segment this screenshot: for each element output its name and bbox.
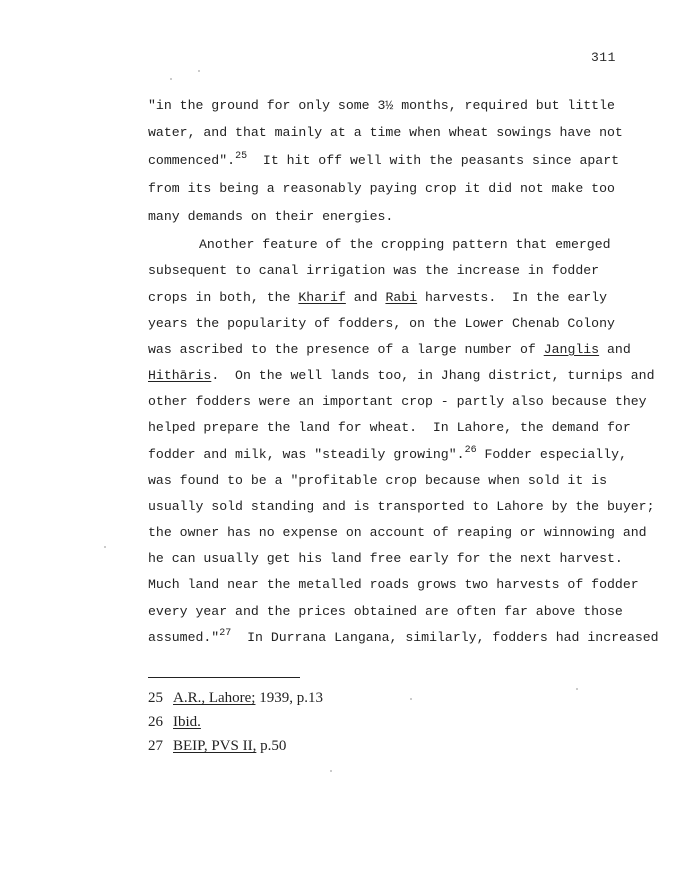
text-fragment: assumed.": [148, 630, 220, 645]
text-line: [148, 153, 619, 169]
scan-speck: [410, 698, 412, 700]
text-fragment: It hit off well with the peasants since apart: [247, 153, 620, 168]
underlined-term: Rabi: [385, 290, 418, 305]
text-line: every year and the prices obtained are often far above those: [148, 604, 623, 619]
footnote-source: A.R., Lahore;: [173, 690, 256, 706]
footnote-number: 26: [148, 714, 163, 730]
text-line: years the popularity of fodders, on the Lower Chenab Colony: [148, 316, 615, 331]
footnote-ref: 27: [219, 628, 232, 639]
footnote-ref: 26: [464, 445, 477, 456]
footnote-number: 25: [148, 690, 163, 706]
footnote-divider: [148, 677, 300, 678]
text-line: Another feature of the cropping pattern that emerged: [199, 237, 611, 252]
scan-speck: [104, 546, 106, 548]
text-line: [148, 342, 631, 358]
text-line: from its being a reasonably paying crop it did not make too: [148, 181, 615, 196]
text-line: Much land near the metalled roads grows two harvests of fodder: [148, 577, 639, 592]
text-line: helped prepare the land for wheat. In Lahore, the demand for: [148, 420, 631, 435]
text-fragment: was ascribed to the presence of a large number of: [148, 342, 544, 357]
footnote-source: Ibid.: [173, 714, 201, 730]
scan-speck: [330, 770, 332, 772]
text-fragment: commenced".: [148, 153, 236, 168]
footnote-number: 27: [148, 738, 163, 754]
footnote: [148, 690, 323, 707]
text-line: was found to be a "profitable crop because when sold it is: [148, 473, 607, 488]
underlined-term: Kharif: [298, 290, 346, 305]
scan-speck: [198, 70, 200, 72]
text-line: usually sold standing and is transported to Lahore by the buyer;: [148, 499, 655, 514]
footnote-text: 1939, p.13: [255, 690, 323, 706]
text-fragment: Fodder especially,: [476, 447, 627, 462]
text-line: subsequent to canal irrigation was the increase in fodder: [148, 263, 600, 278]
text-fragment: harvests. In the early: [417, 290, 608, 305]
footnote: [148, 714, 201, 731]
text-line: [148, 290, 607, 306]
text-fragment: and: [599, 342, 631, 357]
text-line: other fodders were an important crop - partly also because they: [148, 394, 647, 409]
text-line: water, and that mainly at a time when wheat sowings have not: [148, 125, 623, 140]
footnote-source: BEIP, PVS II,: [173, 738, 257, 754]
text-fragment: and: [345, 290, 386, 305]
text-fragment: fodder and milk, was "steadily growing".: [148, 447, 465, 462]
text-line: "in the ground for only some 3½ months, required but little: [148, 98, 615, 113]
underlined-term: Janglis: [543, 342, 600, 357]
footnote: [148, 738, 286, 755]
text-line: [148, 447, 627, 463]
footnote-text: p.50: [256, 738, 287, 754]
text-fragment: In Durrana Langana, similarly, fodders had increased: [231, 630, 659, 645]
footnote-ref: 25: [235, 151, 248, 162]
scan-speck: [170, 78, 172, 80]
text-fragment: crops in both, the: [148, 290, 299, 305]
text-line: [148, 368, 655, 384]
text-line: he can usually get his land free early for the next harvest.: [148, 551, 623, 566]
page-number: 311: [591, 50, 616, 65]
text-line: [148, 630, 659, 646]
scan-speck: [576, 688, 578, 690]
text-line: many demands on their energies.: [148, 209, 394, 224]
underlined-term: Hithāris: [148, 368, 212, 383]
text-line: the owner has no expense on account of reaping or winnowing and: [148, 525, 647, 540]
text-fragment: . On the well lands too, in Jhang district, turnips and: [211, 368, 655, 383]
